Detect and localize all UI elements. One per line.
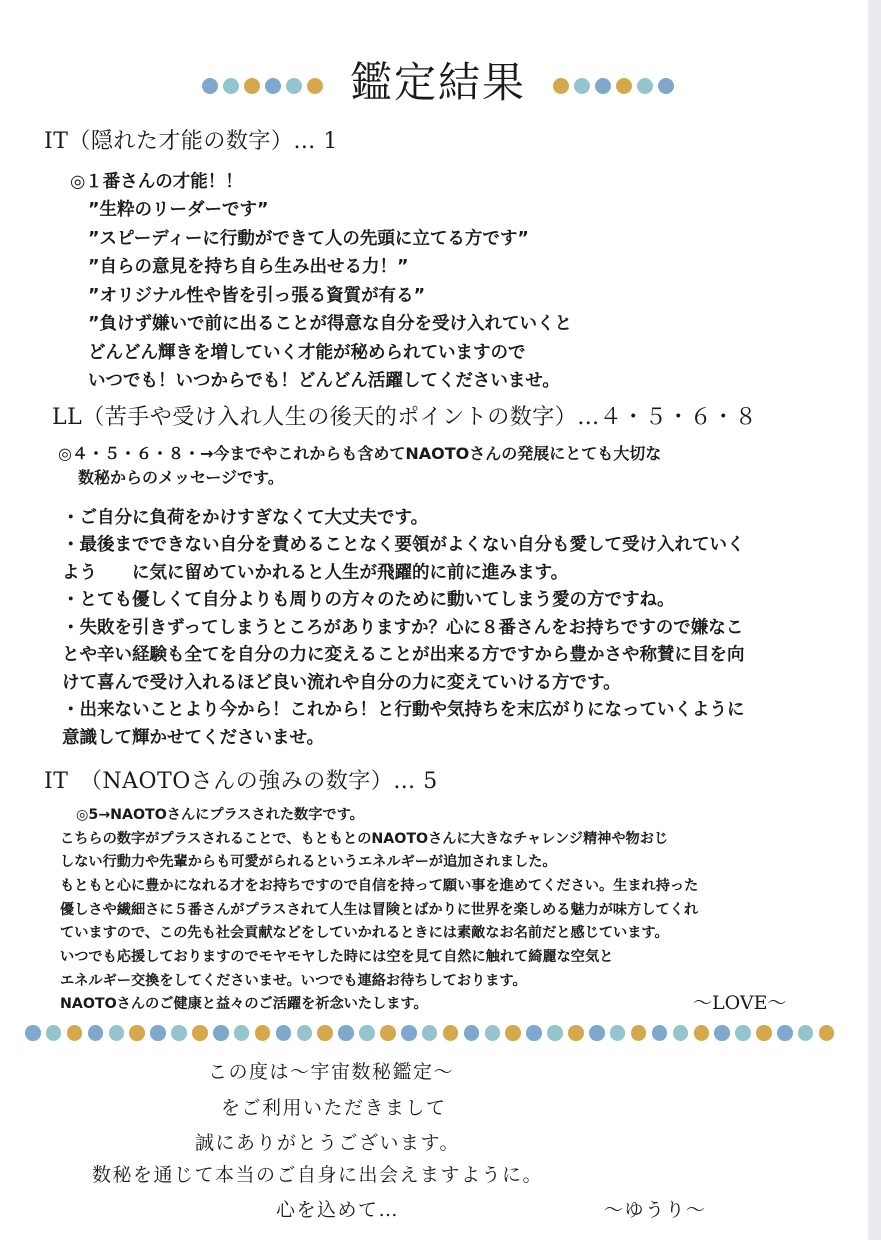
section3-line-6: いつでも応援しておりますのでモヤモヤした時には空を見て自然に触れて綺麗な空気と — [60, 949, 614, 965]
decorative-dot — [297, 1025, 313, 1041]
decorative-dot — [359, 1025, 375, 1041]
decorative-dot — [505, 1025, 521, 1041]
decorative-dot — [464, 1025, 480, 1041]
section3-line-5: ていますので、この先も社会貢献などをしていかれるときには素敵なお名前だと感じています。 — [60, 925, 669, 941]
closing-line-2: をご利用いただきまして — [221, 1097, 447, 1119]
section3-line-1: こちらの数字がプラスされることで、もともとのNAOTOさんに大きなチャレンジ精神や物おじ — [60, 831, 669, 847]
decorative-dot — [338, 1025, 354, 1041]
closing-signature: 〜ゆうり〜 — [604, 1199, 707, 1221]
section1-line-4: ”自らの意見を持ち自ら生み出せる力！” — [88, 257, 409, 277]
section2-line-6: とや辛い経験も全てを自分の力に変えることが出来る方ですから豊かさや称賛に目を向 — [62, 645, 745, 665]
section1-line-1: ◎１番さんの才能！！ — [70, 172, 243, 192]
decorative-dot — [756, 1025, 772, 1041]
decorative-dot — [735, 1025, 751, 1041]
section2-line-4: ・とても優しくて自分よりも周りの方々のために動いてしまう愛の方ですね。 — [62, 590, 675, 610]
section3-heading: IT （NAOTOさんの強みの数字）… 5 — [44, 769, 438, 794]
decorative-dot — [244, 78, 260, 94]
section1-line-8: いつでも！いつからでも！どんどん活躍してくださいませ。 — [88, 371, 560, 391]
decorative-dot — [526, 1025, 542, 1041]
section2-intro-1: ◎４・５・６・８・→今までやこれからも含めてNAOTOさんの発展にとても大切な — [58, 444, 662, 463]
decorative-dot — [401, 1025, 417, 1041]
divider-dots — [25, 1025, 834, 1041]
decorative-dot — [213, 1025, 229, 1041]
decorative-dot — [171, 1025, 187, 1041]
closing-line-5: 心を込めて… — [276, 1199, 400, 1221]
decorative-dot — [631, 1025, 647, 1041]
decorative-dot — [610, 1025, 626, 1041]
section2-line-7: けて喜んで受け入れるほど良い流れや自分の力に変えていける方です。 — [62, 673, 621, 693]
decorative-dot — [150, 1025, 166, 1041]
section3-line-3: もともと心に豊かになれる才をお持ちですので自信を持って願い事を進めてください。生まれ持った — [60, 878, 699, 894]
section1-line-3: ”スピーディーに行動ができて人の先頭に立てる方です” — [88, 229, 529, 249]
section1-line-5: ”オリジナル性や皆を引っ張る資質が有る” — [88, 286, 426, 306]
section2-line-9: 意識して輝かせてくださいませ。 — [62, 728, 324, 748]
section2-heading: LL（苦手や受け入れ人生の後天的ポイントの数字）…４・５・６・８ — [52, 405, 758, 430]
decorative-dot — [25, 1025, 41, 1041]
decorative-dot — [568, 1025, 584, 1041]
decorative-dot — [317, 1025, 333, 1041]
decorative-dot — [380, 1025, 396, 1041]
title-dots-left — [202, 78, 323, 94]
decorative-dot — [276, 1025, 292, 1041]
decorative-dot — [202, 78, 218, 94]
closing-line-3: 誠にありがとうございます。 — [195, 1132, 460, 1154]
closing-line-4: 数秘を通じて本当のご自身に出会えますように。 — [92, 1164, 544, 1186]
page-title: 鑑定結果 — [350, 58, 527, 107]
section3-line-8: NAOTOさんのご健康と益々のご活躍を祈念いたします。 — [60, 996, 428, 1012]
decorative-dot — [819, 1025, 835, 1041]
decorative-dot — [286, 78, 302, 94]
decorative-dot — [798, 1025, 814, 1041]
decorative-dot — [485, 1025, 501, 1041]
section3-line-4: 優しさや繊細さに５番さんがプラスされて人生は冒険とばかりに世界を楽しめる魅力が味方してくれ — [60, 902, 699, 918]
decorative-dot — [547, 1025, 563, 1041]
decorative-dot — [109, 1025, 125, 1041]
decorative-dot — [658, 78, 674, 94]
decorative-dot — [67, 1025, 83, 1041]
section1-line-7: どんどん輝きを増していく才能が秘められていますので — [88, 343, 526, 363]
decorative-dot — [307, 78, 323, 94]
decorative-dot — [422, 1025, 438, 1041]
section2-line-5: ・失敗を引きずってしまうところがありますか？心に８番さんをお持ちですので嫌なこ — [62, 618, 744, 638]
decorative-dot — [637, 78, 653, 94]
decorative-dot — [777, 1025, 793, 1041]
section1-line-6: ”負けず嫌いで前に出ることが得意な自分を受け入れていくと — [88, 314, 572, 334]
section2-intro-2: 数秘からのメッセージです。 — [78, 468, 284, 487]
section3-intro: ◎5→NAOTOさんにプラスされた数字です。 — [76, 807, 364, 823]
closing-line-1: この度は〜宇宙数秘鑑定〜 — [208, 1061, 455, 1083]
title-dots-right — [553, 78, 674, 94]
decorative-dot — [673, 1025, 689, 1041]
section2-line-8: ・出来ないことより今から！これから！と行動や気持ちを末広がりになっていくように — [62, 700, 745, 720]
decorative-dot — [192, 1025, 208, 1041]
decorative-dot — [223, 78, 239, 94]
decorative-dot — [694, 1025, 710, 1041]
decorative-dot — [234, 1025, 250, 1041]
decorative-dot — [88, 1025, 104, 1041]
section1-line-2: ”生粋のリーダーです” — [88, 200, 269, 220]
section2-line-3: よう に気に留めていかれると人生が飛躍的に前に進みます。 — [62, 563, 569, 583]
section3-line-7: エネルギー交換をしてくださいませ。いつでも連絡お待ちしております。 — [60, 973, 527, 989]
section1-heading: IT（隠れた才能の数字）… 1 — [44, 129, 338, 154]
decorative-dot — [265, 78, 281, 94]
decorative-dot — [652, 1025, 668, 1041]
decorative-dot — [574, 78, 590, 94]
decorative-dot — [443, 1025, 459, 1041]
section2-line-1: ・ご自分に負荷をかけすぎなくて大丈夫です。 — [62, 508, 429, 528]
decorative-dot — [714, 1025, 730, 1041]
decorative-dot — [589, 1025, 605, 1041]
section3-line-2: しない行動力や先輩からも可愛がられるというエネルギーが追加されました。 — [60, 854, 557, 870]
decorative-dot — [255, 1025, 271, 1041]
decorative-dot — [553, 78, 569, 94]
section2-line-2: ・最後までできない自分を責めることなく要領がよくない自分も愛して受け入れていく — [62, 535, 745, 555]
section3-signoff: 〜LOVE〜 — [693, 992, 787, 1014]
decorative-dot — [616, 78, 632, 94]
decorative-dot — [129, 1025, 145, 1041]
decorative-dot — [46, 1025, 62, 1041]
decorative-dot — [595, 78, 611, 94]
